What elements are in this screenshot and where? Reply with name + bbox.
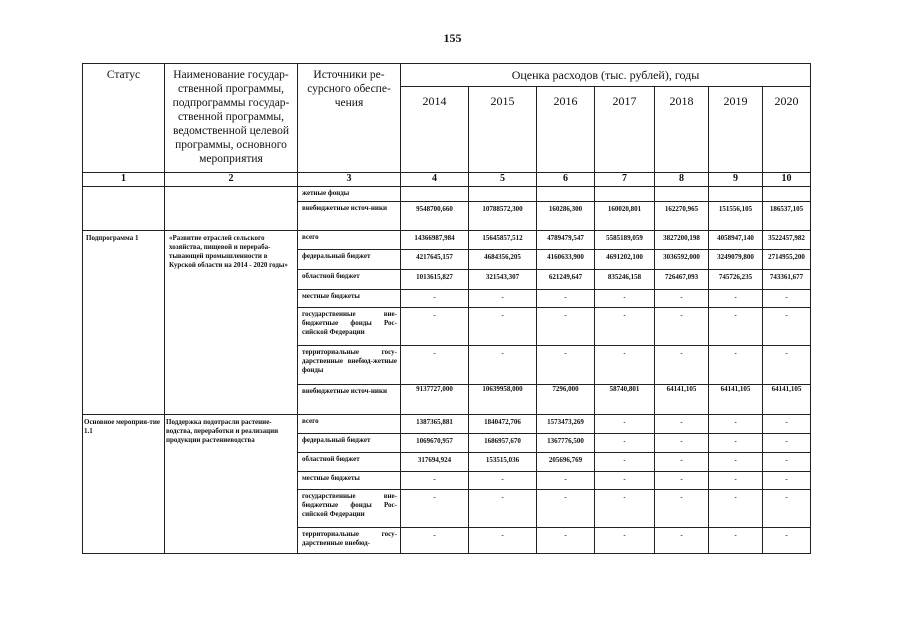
- value-cell: [709, 187, 763, 202]
- table-row: [83, 415, 811, 434]
- value-cell: 1840472,706: [469, 415, 537, 434]
- header-status: Статус: [83, 64, 165, 173]
- year-cell: 2014: [401, 87, 469, 173]
- value-cell: -: [595, 472, 655, 490]
- value-cell: 835246,158: [595, 270, 655, 290]
- column-number: 10: [763, 173, 811, 187]
- value-cell: -: [469, 490, 537, 528]
- source-label: федеральный бюджет: [298, 434, 401, 453]
- status-cell: Подпрограмма 1: [83, 231, 165, 415]
- value-cell: 317694,924: [401, 453, 469, 472]
- value-cell: -: [537, 308, 595, 346]
- value-cell: 9548700,660: [401, 202, 469, 231]
- value-cell: -: [469, 308, 537, 346]
- budget-table: [82, 63, 811, 554]
- column-number: 4: [401, 173, 469, 187]
- value-cell: -: [401, 528, 469, 554]
- source-label: областной бюджет: [298, 270, 401, 290]
- value-cell: -: [595, 290, 655, 308]
- value-cell: -: [763, 415, 811, 434]
- value-cell: 621249,647: [537, 270, 595, 290]
- value-cell: 64141,105: [763, 385, 811, 415]
- value-cell: [469, 187, 537, 202]
- value-cell: -: [655, 472, 709, 490]
- value-cell: -: [763, 453, 811, 472]
- source-label: областной бюджет: [298, 453, 401, 472]
- value-cell: 9137727,000: [401, 385, 469, 415]
- value-cell: 743361,677: [763, 270, 811, 290]
- source-label: внебюджетные источ-ники: [298, 202, 401, 231]
- value-cell: -: [537, 490, 595, 528]
- value-cell: -: [595, 415, 655, 434]
- value-cell: -: [595, 528, 655, 554]
- source-label: местные бюджеты: [298, 290, 401, 308]
- value-cell: 5585189,059: [595, 231, 655, 250]
- value-cell: [401, 187, 469, 202]
- status-cell-empty: [83, 187, 165, 231]
- value-cell: 1573473,269: [537, 415, 595, 434]
- value-cell: 3827200,198: [655, 231, 709, 250]
- table-row: [83, 231, 811, 250]
- column-number: 6: [537, 173, 595, 187]
- value-cell: 726467,093: [655, 270, 709, 290]
- value-cell: 1367776,500: [537, 434, 595, 453]
- value-cell: 58740,801: [595, 385, 655, 415]
- source-label: местные бюджеты: [298, 472, 401, 490]
- value-cell: -: [709, 490, 763, 528]
- header-expenses: Оценка расходов (тыс. рублей), годы: [401, 64, 811, 87]
- source-label: жетные фонды: [298, 187, 401, 202]
- column-number: 5: [469, 173, 537, 187]
- value-cell: [763, 187, 811, 202]
- value-cell: 64141,105: [655, 385, 709, 415]
- year-cell: 2020: [763, 87, 811, 173]
- value-cell: -: [537, 290, 595, 308]
- value-cell: 4217645,157: [401, 250, 469, 270]
- source-label: внебюджетные источ-ники: [298, 385, 401, 415]
- year-cell: 2018: [655, 87, 709, 173]
- value-cell: 745726,235: [709, 270, 763, 290]
- column-number: 1: [83, 173, 165, 187]
- value-cell: -: [655, 490, 709, 528]
- column-number: 7: [595, 173, 655, 187]
- value-cell: 4789479,547: [537, 231, 595, 250]
- source-label: государственные вне-бюджетные фонды Рос-сийской Федерации: [298, 308, 401, 346]
- value-cell: -: [763, 290, 811, 308]
- value-cell: -: [655, 453, 709, 472]
- value-cell: -: [709, 434, 763, 453]
- value-cell: -: [709, 290, 763, 308]
- status-cell: Основное мероприя-тие 1.1: [83, 415, 165, 554]
- value-cell: 1686957,670: [469, 434, 537, 453]
- value-cell: [595, 187, 655, 202]
- value-cell: 162270,965: [655, 202, 709, 231]
- value-cell: -: [469, 472, 537, 490]
- value-cell: 2714955,200: [763, 250, 811, 270]
- value-cell: -: [709, 308, 763, 346]
- value-cell: -: [763, 490, 811, 528]
- value-cell: -: [709, 346, 763, 385]
- value-cell: 14366987,984: [401, 231, 469, 250]
- value-cell: 3036592,000: [655, 250, 709, 270]
- value-cell: 151556,105: [709, 202, 763, 231]
- value-cell: 153515,036: [469, 453, 537, 472]
- column-number: 9: [709, 173, 763, 187]
- program-name-cell: Поддержка подотрасли растение-водства, переработки и реализации продукции растениеводства: [165, 415, 298, 554]
- value-cell: -: [655, 434, 709, 453]
- value-cell: 186537,105: [763, 202, 811, 231]
- value-cell: -: [709, 415, 763, 434]
- value-cell: -: [537, 472, 595, 490]
- value-cell: -: [595, 490, 655, 528]
- value-cell: 321543,307: [469, 270, 537, 290]
- value-cell: 7296,000: [537, 385, 595, 415]
- value-cell: -: [537, 346, 595, 385]
- value-cell: -: [595, 434, 655, 453]
- value-cell: -: [655, 346, 709, 385]
- year-cell: 2017: [595, 87, 655, 173]
- value-cell: -: [709, 528, 763, 554]
- value-cell: -: [401, 346, 469, 385]
- table-row: [83, 187, 811, 202]
- value-cell: 4691202,100: [595, 250, 655, 270]
- value-cell: -: [401, 490, 469, 528]
- value-cell: -: [401, 290, 469, 308]
- value-cell: -: [763, 528, 811, 554]
- name-cell-empty: [165, 187, 298, 231]
- value-cell: 1013615,827: [401, 270, 469, 290]
- value-cell: 15645857,512: [469, 231, 537, 250]
- value-cell: 160286,300: [537, 202, 595, 231]
- column-number: 8: [655, 173, 709, 187]
- value-cell: -: [763, 472, 811, 490]
- page-number: 155: [443, 31, 462, 45]
- value-cell: -: [655, 308, 709, 346]
- value-cell: 205696,769: [537, 453, 595, 472]
- value-cell: [537, 187, 595, 202]
- value-cell: -: [401, 308, 469, 346]
- value-cell: 4160633,900: [537, 250, 595, 270]
- value-cell: 3522457,982: [763, 231, 811, 250]
- header-row-1: [83, 64, 811, 87]
- column-numbers-row: [83, 173, 811, 187]
- header-sources: Источники ре-сурсного обеспе-чения: [298, 64, 401, 173]
- header-program-name: Наименование государ-ственной программы, подпрограммы государ-ственной программы, ведомственной целевой программы, основного мероприятия: [165, 64, 298, 173]
- value-cell: -: [401, 472, 469, 490]
- value-cell: 4684356,205: [469, 250, 537, 270]
- value-cell: -: [469, 528, 537, 554]
- value-cell: -: [655, 528, 709, 554]
- year-cell: 2019: [709, 87, 763, 173]
- value-cell: -: [655, 290, 709, 308]
- value-cell: -: [595, 453, 655, 472]
- value-cell: 10639958,000: [469, 385, 537, 415]
- program-name-cell: «Развитие отраслей сельского хозяйства, пищевой и перераба-тывающей промышленности в Курской области на 2014 - 2020 годы»: [165, 231, 298, 415]
- source-label: территориальные госу-дарственные внебюд-: [298, 528, 401, 554]
- year-cell: 2016: [537, 87, 595, 173]
- value-cell: 160020,801: [595, 202, 655, 231]
- value-cell: -: [709, 453, 763, 472]
- value-cell: -: [709, 472, 763, 490]
- value-cell: -: [469, 346, 537, 385]
- source-label: всего: [298, 231, 401, 250]
- value-cell: -: [595, 308, 655, 346]
- value-cell: -: [763, 308, 811, 346]
- value-cell: 1069670,957: [401, 434, 469, 453]
- column-number: 3: [298, 173, 401, 187]
- value-cell: 3249079,800: [709, 250, 763, 270]
- value-cell: -: [763, 434, 811, 453]
- value-cell: -: [595, 346, 655, 385]
- value-cell: [655, 187, 709, 202]
- source-label: федеральный бюджет: [298, 250, 401, 270]
- value-cell: -: [655, 415, 709, 434]
- year-cell: 2015: [469, 87, 537, 173]
- source-label: территориальные госу-дарственные внебюд-жетные фонды: [298, 346, 401, 385]
- source-label: государственные вне-бюджетные фонды Рос-сийской Федерации: [298, 490, 401, 528]
- value-cell: -: [763, 346, 811, 385]
- value-cell: -: [469, 290, 537, 308]
- value-cell: 1387365,881: [401, 415, 469, 434]
- value-cell: 4058947,140: [709, 231, 763, 250]
- value-cell: -: [537, 528, 595, 554]
- value-cell: 64141,105: [709, 385, 763, 415]
- value-cell: 10788572,300: [469, 202, 537, 231]
- column-number: 2: [165, 173, 298, 187]
- source-label: всего: [298, 415, 401, 434]
